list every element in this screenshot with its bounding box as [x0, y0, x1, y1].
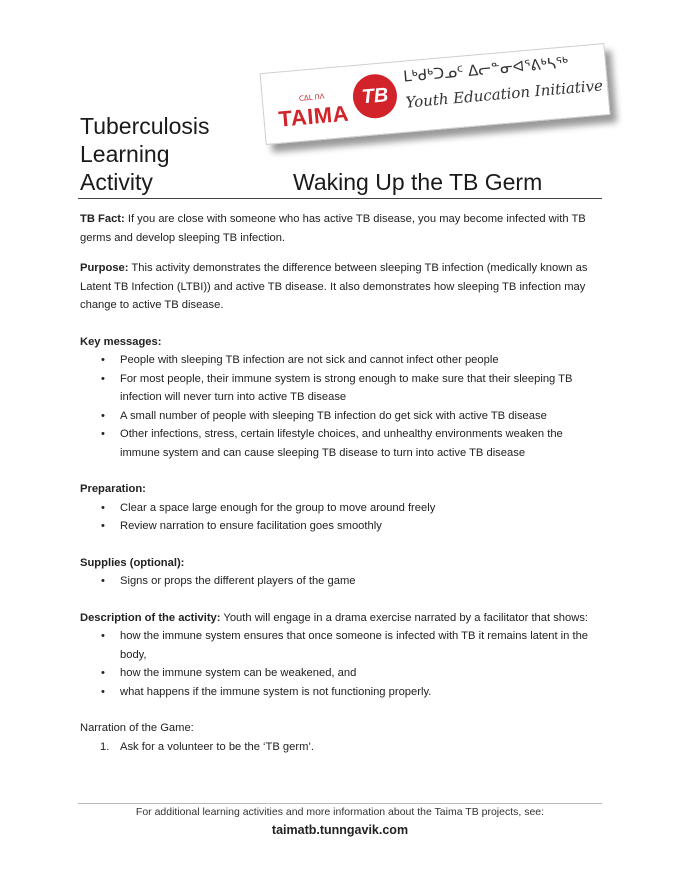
header-divider	[78, 198, 602, 199]
footer-divider	[78, 803, 602, 804]
list-item: • For most people, their immune system is strong enough to make sure that their sleeping TB infection will never turn into active TB disease	[80, 370, 602, 407]
list-item: • A small number of people with sleeping TB infection do get sick with active TB disease	[80, 407, 602, 426]
description	[80, 609, 602, 628]
list-item: • Other infections, stress, certain lifestyle choices, and unhealthy environments weaken the immune system and can cause sleeping TB disease to turn into active TB disease	[80, 425, 602, 462]
step-text: Ask for a volunteer to be the ‘TB germ’.	[120, 740, 315, 753]
tb-fact-label: TB Fact:	[80, 213, 125, 225]
title-line: Activity	[80, 169, 153, 195]
purpose	[80, 259, 602, 315]
preparation-list	[80, 499, 602, 536]
key-messages-list	[80, 351, 602, 462]
footer-note: For additional learning activities and more information about the Taima TB projects, see:	[135, 806, 545, 818]
step-number: 1.	[100, 740, 110, 753]
page-title	[80, 112, 210, 196]
list-item	[80, 738, 602, 757]
description-text: Youth will engage in a drama exercise narrated by a facilitator that shows:	[220, 611, 589, 624]
title-line: Tuberculosis	[80, 113, 210, 139]
list-item: • what happens if the immune system is not functioning properly.	[80, 683, 602, 702]
logo-tb-circle: TB	[351, 72, 399, 120]
tb-fact-text: If you are close with someone who has active TB disease, you may become infected with TB germs and develop sleeping TB infection.	[80, 213, 586, 244]
narration-steps	[80, 738, 602, 757]
logo-syllabics: ᒪᒃᑯᒃᑐᓄᑦ ᐃᓕᓐᓂᐊᕐᕕᒃᓴᖅ	[402, 53, 569, 86]
activity-subtitle: Waking Up the TB Germ	[293, 169, 543, 195]
list-item: • Clear a space large enough for the group to move around freely	[80, 499, 602, 518]
list-item: • Review narration to ensure facilitation goes smoothly	[80, 517, 602, 536]
logo-brand: TAIMA	[277, 100, 350, 132]
document-body	[80, 210, 602, 756]
narration-heading: Narration of the Game:	[80, 722, 194, 734]
key-messages-heading: Key messages:	[80, 335, 162, 348]
description-list	[80, 627, 602, 701]
tb-fact	[80, 210, 602, 247]
list-item: • Signs or props the different players of the game	[80, 572, 602, 591]
supplies-heading: Supplies (optional):	[80, 556, 185, 569]
logo-tagline: Youth Education Initiative	[404, 76, 604, 112]
preparation-heading: Preparation:	[80, 483, 146, 495]
title-line: Learning	[80, 141, 170, 167]
purpose-text: This activity demonstrates the difference between sleeping TB infection (medically known as Latent TB Infection (LTBI)) and active TB disease. It also demonstrates how sleeping TB infection may change to active TB disease.	[80, 262, 588, 311]
purpose-label: Purpose:	[80, 262, 129, 274]
description-label: Description of the activity:	[80, 611, 221, 624]
footer-link[interactable]: taimatb.tunngavik.com	[271, 823, 409, 837]
list-item: • People with sleeping TB infection are not sick and cannot infect other people	[80, 351, 602, 370]
supplies-list	[80, 572, 602, 591]
logo-brand-syllabics: ᑕᐃᒪ ᑎᐱ	[298, 93, 325, 103]
list-item: • how the immune system ensures that once someone is infected with TB it remains latent in the body,	[80, 627, 602, 664]
taima-tb-logo	[260, 43, 611, 145]
list-item: • how the immune system can be weakened, and	[80, 664, 602, 683]
